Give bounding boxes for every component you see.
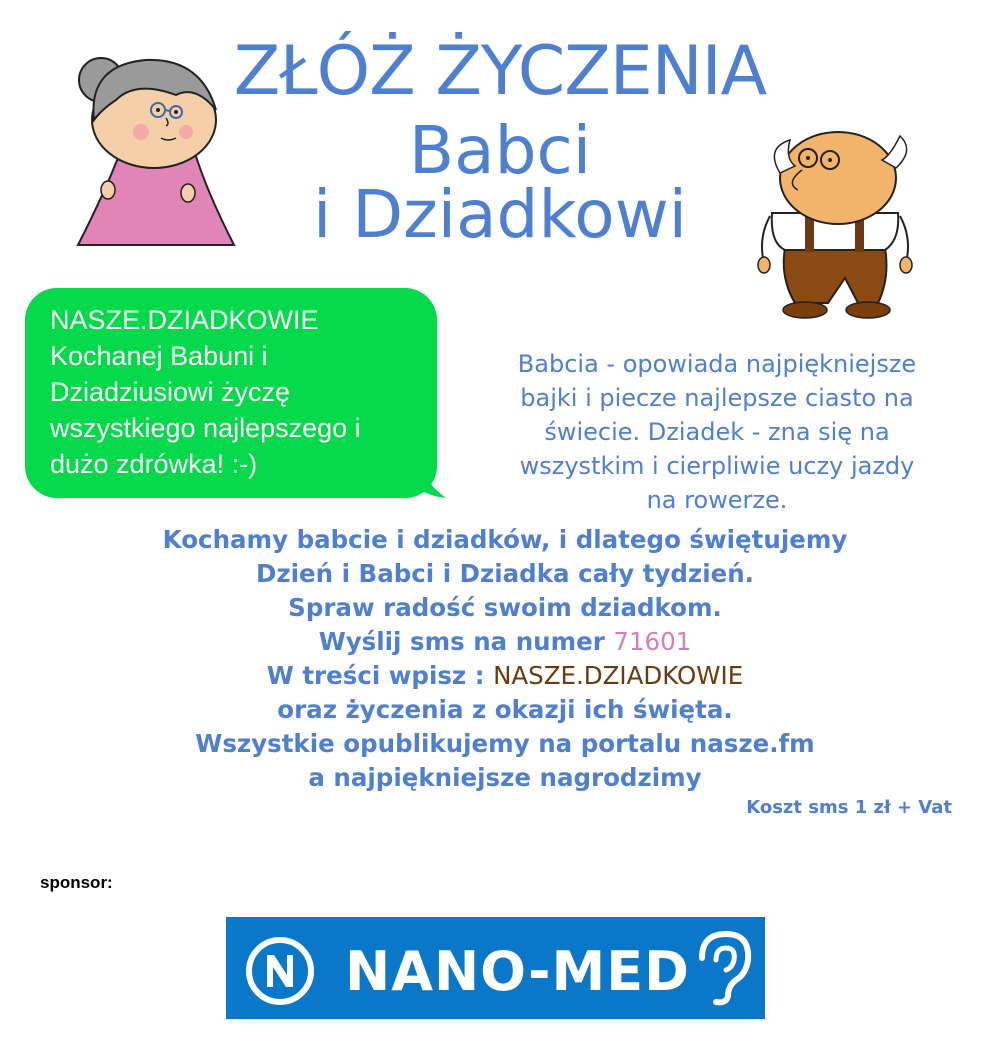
sms-line: Dziadziusiowi życzę	[50, 377, 291, 407]
description-line: wszystkim i cierpliwie uczy jazdy	[519, 452, 915, 480]
sms-line: dużo zdrówka! :-)	[50, 449, 258, 479]
nano-med-logo-icon	[244, 935, 316, 1007]
main-line: a najpiękniejsze nagrodzimy	[308, 763, 702, 792]
main-line: Spraw radość swoim dziadkom.	[288, 593, 722, 622]
sms-keyword-prefix: W treści wpisz :	[266, 661, 494, 690]
description-line: bajki i piecze najlepsze ciasto na	[520, 384, 914, 412]
main-line: oraz życzenia z okazji ich święta.	[277, 695, 733, 724]
title-line-1: ZŁÓŻ ŻYCZENIA	[233, 32, 767, 111]
sms-number: 71601	[613, 627, 692, 656]
sponsor-label: sponsor:	[40, 873, 113, 892]
main-line: Kochamy babcie i dziadków, i dlatego świętujemy	[162, 525, 848, 554]
main-line	[100, 625, 910, 659]
sms-number-prefix: Wyślij sms na numer	[318, 627, 614, 656]
sms-bubble-text	[50, 302, 430, 482]
description-line: na rowerze.	[646, 486, 788, 514]
main-line: Wszystkie opublikujemy na portalu nasze.fm	[195, 729, 815, 758]
sponsor-brand: NANO-MED	[345, 940, 690, 1003]
sms-line: NASZE.DZIADKOWIE	[50, 305, 319, 335]
main-line: Dzień i Babci i Dziadka cały tydzień.	[256, 559, 754, 588]
sms-cost: Koszt sms 1 zł + Vat	[746, 797, 952, 818]
main-text	[100, 523, 910, 795]
sms-line: wszystkiego najlepszego i	[50, 413, 361, 443]
title-line-2: Babci	[408, 112, 592, 189]
sms-line: Kochanej Babuni i	[50, 341, 268, 371]
description	[462, 347, 972, 517]
sms-keyword: NASZE.DZIADKOWIE	[493, 661, 744, 690]
description-line: świecie. Dziadek - zna się na	[544, 418, 890, 446]
title-line-3: i Dziadkowi	[312, 176, 688, 253]
main-line	[100, 659, 910, 693]
ear-icon	[694, 928, 756, 1008]
description-line: Babcia - opowiada najpiękniejsze	[517, 350, 917, 378]
